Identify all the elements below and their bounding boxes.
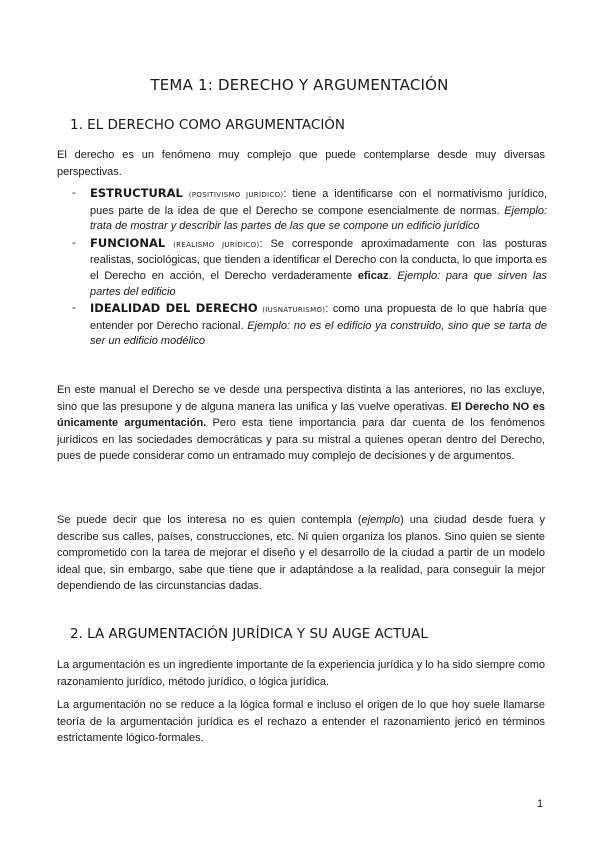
section-heading-1: 1. EL DERECHO COMO ARGUMENTACIÓN (70, 117, 346, 133)
paragraph-text-after: ) una ciudad desde fuera y describe sus calles, países, construcciones, etc. Ni quien organiza los planos. Sino quien se siente comprometido con la tarea de mejorar el diseño y el desarrollo de la ciudad a partir de un modelo ideal que, sin embargo, sabe que tiene que ir adaptándose a la realidad, para conseguir la mejor dependiendo de las circunstancias dadas. (57, 514, 545, 592)
term-note: (REALISMO JURÍDICO) (173, 240, 260, 249)
section-heading-2: 2. LA ARGUMENTACIÓN JURÍDICA Y SU AUGE ACTUAL (70, 626, 428, 642)
term-colon: : (259, 237, 263, 250)
term-note: (POSITIVISMO JURÍDICO) (188, 191, 284, 199)
term-label: ESTRUCTURAL (90, 186, 183, 200)
term-note: (IUSNATURISMO) (262, 306, 326, 315)
page-number: 1 (537, 798, 544, 810)
paragraph-text: En este manual el Derecho se ve desde una perspectiva distinta a las anteriores, no las excluye, sino que las presupone y de alguna manera las unifica y las vuelve operativas. (57, 384, 545, 413)
section1-paragraph-2 (57, 382, 545, 465)
item-text: tiene a identificarse con el normativismo jurídico, pues parte de la idea de que el Derecho se compone esencialmente de normas. (90, 188, 547, 217)
section2-paragraph-1: La argumentación es un ingrediente importante de la experiencia jurídica y lo ha sido siempre como razonamiento jurídico, método jurídico, o lógica jurídica. (57, 659, 545, 688)
item-text-after: . (388, 269, 398, 282)
paragraph-bold-text: El Derecho NO es únicamente argumentación. (57, 400, 545, 429)
item-example: Ejemplo: trata de mostrar y describir las partes de las que se compone un edificio jurídico (90, 204, 547, 233)
dash-bullet: - (72, 187, 76, 199)
paragraph-text-after: Pero esta tiene importancia para dar cuenta de los fenómenos jurídicos en las sociedades democráticas y para su mistral a quienes operan dentro del Derecho, pues de puede considerar como un entramado muy complejo de decisiones y de argumentos. (57, 417, 545, 462)
dash-bullet: - (72, 302, 76, 315)
item-example: Ejemplo: para que sirven las partes del edificio (90, 269, 547, 298)
term-label: FUNCIONAL (90, 235, 166, 250)
item-bold-text: eficaz (357, 269, 389, 282)
document-title: TEMA 1: DERECHO Y ARGUMENTACIÓN (150, 76, 449, 94)
term-label: IDEALIDAD DEL DERECHO (90, 301, 258, 316)
paragraph-italic-text: ejemplo (361, 514, 401, 526)
item-text: Se corresponde aproximadamente con las posturas realistas, sociológicas, que tienden a identificar el Derecho con la conducta, lo que importa es el Derecho en acción, el Derecho verdaderamente (90, 237, 548, 282)
term-colon: : (325, 303, 329, 316)
section2-paragraph-2: La argumentación no se reduce a la lógica formal e incluso el origen de lo que hoy suele llamarse teoría de la argumentación jurídica es el rechazo a entender el razonamiento jericó en términos estrictamente lógico-formales. (57, 699, 545, 744)
term-colon: : (283, 188, 287, 200)
list-item (72, 236, 547, 300)
section1-intro: El derecho es un fenómeno muy complejo que puede contemplarse desde muy diversas perspectivas. (57, 149, 545, 178)
list-item (72, 301, 547, 350)
list-item (72, 186, 547, 235)
perspectives-list (72, 186, 547, 350)
item-example: Ejemplo: no es el edificio ya construido, sino que se tarta de ser un edificio modélico (90, 319, 547, 348)
paragraph-text: Se puede decir que los interesa no es quien contempla ( (57, 514, 362, 526)
item-text: como una propuesta de lo que habría que entender por Derecho racional. (90, 303, 547, 332)
dash-bullet: - (72, 236, 76, 249)
section1-paragraph-3 (57, 512, 545, 595)
